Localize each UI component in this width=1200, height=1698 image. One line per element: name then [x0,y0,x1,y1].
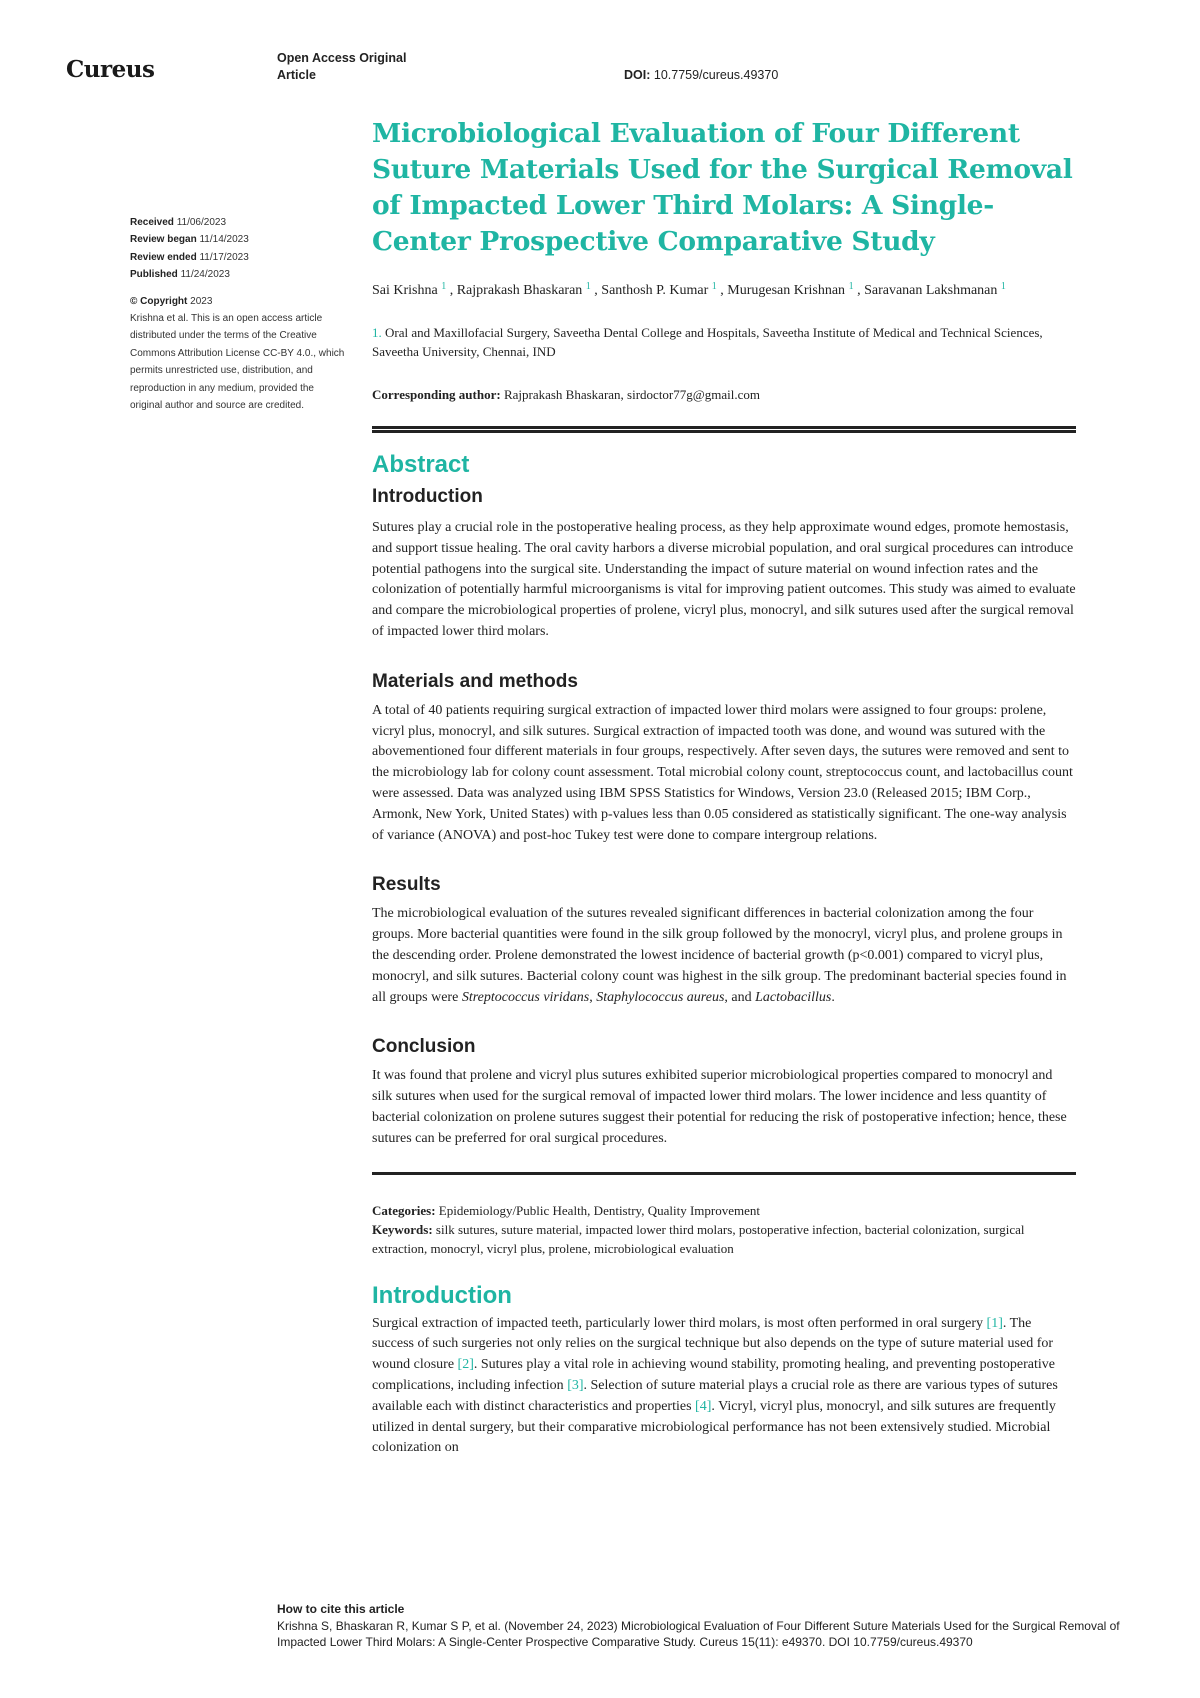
author-name[interactable]: Santhosh P. Kumar [601,283,709,298]
date-value: 11/06/2023 [176,217,227,228]
date-published [130,266,345,283]
date-received [130,214,345,231]
results-conjunction: , and [724,989,752,1005]
date-value: 11/14/2023 [199,234,249,246]
date-label: Review began [130,234,197,246]
date-value: 11/24/2023 [180,269,230,281]
corresponding-label: Corresponding author: [372,387,501,402]
abstract-methods-text: A total of 40 patients requiring surgical extraction of impacted lower third molars were assigned to four groups: prolene, vicryl plus, monocryl, and silk sutures. Surgical extraction of impacted tooth was done, and wound was sutured with the abovementioned four different materials in four groups, respectively. After seven days, the sutures were removed and sent to the microbiology lab for colony count assessment. Total microbial colony count, streptococcus count, and lactobacillus count were assessed. Data was analyzed using IBM SPSS Statistics for Windows, Version 23.0 (Released 2015; IBM Corp., Armonk, New York, United States) with p-values less than 0.05 considered as statistically significant. The one-way analysis of variance (ANOVA) and post-hoc Tukey test were done to compare intergroup relations. [372,702,1073,843]
affiliation-text: Oral and Maxillofacial Surgery, Saveetha Dental College and Hospitals, Saveetha Institute of Medical and Technical Sciences, Saveetha University, Chennai, IND [372,325,1043,359]
abstract-results-heading: Results [372,874,441,896]
keywords-value: silk sutures, suture material, impacted lower third molars, postoperative infection, bacterial colonization, surgical extraction, monocryl, vicryl plus, prolene, microbiological evaluation [372,1221,1025,1256]
corresponding-author [372,385,1076,404]
citation-link[interactable]: [3] [567,1377,584,1393]
categories-label: Categories: [372,1202,436,1218]
author-name[interactable]: Saravanan Lakshmanan [864,283,998,298]
divider-double [372,426,1076,433]
affiliation-marker: 1 [848,281,854,292]
copyright [130,293,345,310]
date-label: Review ended [130,251,197,263]
results-body: The microbiological evaluation of the sutures revealed significant differences in bacterial colonization among the four groups. More bacterial quantities were found in the silk group followed by the monocryl, vicryl plus, and prolene groups in the descending order. Prolene demonstrated the lowest incidence of bacterial growth (p<0.001) compared to vicryl plus, monocryl, and silk sutures. Bacterial colony count was highest in the silk group. The predominant bacterial species found in all groups were [372,906,1067,1005]
article-history-sidebar [130,214,345,414]
license-text: Krishna et al. This is an open access article distributed under the terms of the Creative Commons Attribution License CC-BY 4.0., which permits unrestricted use, distribution, and reproduction in any medium, provided the original author and source are credited. [130,313,345,412]
date-label: Received [130,217,174,228]
date-label: Published [130,269,178,281]
species-name: Streptococcus viridans [461,989,590,1005]
intro-body: . Selection of suture material plays a crucial role as there are various types of sutures available each with distinct characteristics and properties [372,1377,1058,1414]
keywords [372,1220,1076,1258]
introduction-text [372,1314,1076,1460]
author-name[interactable]: Rajprakash Bhaskaran [456,283,583,298]
date-review-began [130,231,345,248]
citation-text: Krishna S, Bhaskaran R, Kumar S P, et al. (November 24, 2023) Microbiological Evaluation of Four Different Suture Materials Used for the Surgical Removal of Impacted Lower Third Molars: A Single-Center Prospective Comparative Study. Cureus 15(11): e49370. DOI 10.7759/cureus.49370 [277,1618,1120,1649]
doi [624,68,778,82]
intro-body: . The success of such surgeries not only relies on the surgical technique but also depends on the type of suture material used for wound closure [372,1315,1054,1373]
citation-link[interactable]: [1] [986,1315,1003,1331]
how-to-cite [277,1601,1157,1651]
affiliation-marker: 1 [585,281,591,292]
abstract-conclusion-heading: Conclusion [372,1036,476,1058]
introduction-heading: Introduction [372,1281,512,1309]
abstract-heading: Abstract [372,451,470,478]
doi-value[interactable]: 10.7759/cureus.49370 [653,68,779,82]
article-title: Microbiological Evaluation of Four Different Suture Materials Used for the Surgical Removal of Impacted Lower Third Molars: A Single-Center Prospective Comparative Study [372,118,1073,257]
categories-value: Epidemiology/Public Health, Dentistry, Quality Improvement [438,1202,760,1218]
abstract-introduction-text: Sutures play a crucial role in the postoperative healing process, as they help approximate wound edges, promote hemostasis, and support tissue healing. The oral cavity harbors a diverse microbial population, and oral surgical procedures can introduce potential pathogens into the surgical site. Understanding the impact of suture material on wound infection rates and the colonization of potentially harmful microorganisms is vital for improving patient outcomes. This study was aimed to evaluate and compare the microbiological properties of prolene, vicryl plus, monocryl, and silk sutures used after the surgical removal of impacted lower third molars. [372,520,1076,639]
copyright-label: © Copyright [130,295,188,307]
abstract-results-text: The microbiological evaluation of the sutures revealed significant differences in bacterial colonization among the four groups. More bacterial quantities were found in the silk group followed by the monocryl, vicryl plus, and prolene groups in the descending order. Prolene demonstrated the lowest incidence of bacterial growth (p<0.001) compared to vicryl plus, monocryl, and silk sutures. Bacterial colony count was highest in the silk group. The predominant bacterial species found in all groups were Streptococcus viridans, Staphylococcus aureus, and Lactobacillus. [372,906,1067,1005]
date-value: 11/17/2023 [199,251,249,263]
article-main [372,116,1076,1459]
doi-label: DOI: [624,68,651,82]
abstract-methods-heading: Materials and methods [372,670,578,692]
citation-link[interactable]: [4] [695,1398,712,1414]
intro-body: Surgical extraction of impacted teeth, particularly lower third molars, is most often performed in oral surgery [372,1315,984,1331]
affiliation-marker: 1 [711,281,717,292]
categories [372,1201,1076,1220]
affiliation-marker: 1 [1000,281,1006,292]
cureus-logo[interactable]: Cureus [66,56,155,83]
citation-link[interactable]: [2] [457,1357,474,1373]
author-name[interactable]: Sai Krishna [372,283,438,298]
species-name: Staphylococcus aureus [596,989,725,1005]
intro-body: . Vicryl, vicryl plus, monocryl, and silk sutures are frequently utilized in dental surgery, but their comparative microbiological performance has not been extensively studied. Microbial colonization on [372,1398,1056,1456]
affiliation [372,323,1076,361]
abstract-conclusion-text: It was found that prolene and vicryl plus sutures exhibited superior microbiological properties compared to monocryl and silk sutures when used for the surgical removal of impacted lower third molars. The lower incidence and less quantity of bacterial colonization on prolene sutures suggest their potential for reducing the risk of postoperative infection; hence, these sutures can be preferred for oral surgical procedures. [372,1068,1067,1146]
intro-body: . Sutures play a vital role in achieving wound stability, promoting healing, and preventing postoperative complications, including infection [372,1357,1056,1393]
affiliation-marker: 1 [441,281,447,292]
copyright-year: 2023 [190,295,213,307]
divider-single [372,1172,1076,1175]
article-type-label: Open Access Original Article [277,51,407,82]
keywords-label: Keywords: [372,1221,433,1237]
affiliation-number: 1. [372,325,382,340]
abstract-introduction-heading: Introduction [372,486,483,507]
author-list: Sai Krishna $^1$ , Rajprakash Bhaskaran $^1$ , Santhosh P. Kumar $^1$ , Murugesan Krishnan $^1$ , Saravanan Lakshmanan $^1$ [372,281,1006,298]
how-to-cite-heading: How to cite this article [277,1602,405,1616]
corresponding-value[interactable]: Rajprakash Bhaskaran, sirdoctor77g@gmail.com [503,387,760,402]
species-name: Lactobacillus [755,989,832,1005]
date-review-ended [130,249,345,266]
author-name[interactable]: Murugesan Krishnan [727,283,846,298]
